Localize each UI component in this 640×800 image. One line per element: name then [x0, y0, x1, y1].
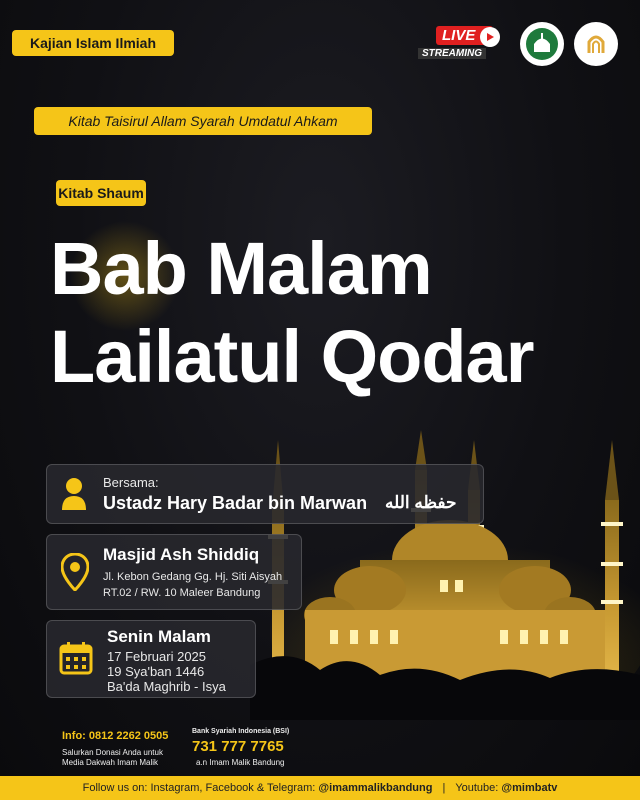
- date-card: [46, 620, 256, 698]
- donation-panel: [54, 724, 308, 772]
- footer-youtube-text: Youtube:: [455, 782, 499, 794]
- speaker-prefix: Bersama:: [103, 475, 159, 490]
- donation-line-1: Salurkan Donasi Anda untuk: [62, 748, 163, 757]
- calendar-icon: [59, 641, 93, 680]
- footer-social-handle[interactable]: @imammalikbandung: [318, 782, 433, 794]
- schedule-date: 17 Februari 2025: [107, 649, 207, 664]
- topic-tag: Kitab Shaum: [56, 180, 146, 206]
- venue-name: Masjid Ash Shiddiq: [103, 545, 260, 564]
- series-tag: Kajian Islam Ilmiah: [12, 30, 174, 56]
- footer-separator: |: [442, 782, 446, 794]
- schedule-time: Ba'da Maghrib - Isya: [107, 679, 226, 694]
- bank-account: 731 777 7765: [192, 738, 284, 755]
- donation-line-2: Media Dakwah Imam Malik: [62, 758, 159, 767]
- footer-follow-text: Follow us on: Instagram, Facebook & Telegram:: [82, 782, 316, 794]
- live-label: LIVE: [436, 26, 493, 45]
- title-line-1: Bab Malam: [50, 227, 432, 310]
- bank-account-name: a.n Imam Malik Bandung: [196, 758, 285, 767]
- kitab-tag: Kitab Taisirul Allam Syarah Umdatul Ahkam: [34, 107, 372, 135]
- info-phone: Info: 0812 2262 0505: [62, 730, 169, 742]
- venue-card: [46, 534, 302, 610]
- footer-youtube-handle[interactable]: @mimbatv: [501, 782, 558, 794]
- person-icon: [61, 477, 87, 516]
- speaker-name: Ustadz Hary Badar bin Marwan: [103, 493, 368, 513]
- location-pin-icon: [61, 553, 89, 596]
- venue-address-2: RT.02 / RW. 10 Maleer Bandung: [103, 587, 261, 599]
- bank-name: Bank Syariah Indonesia (BSI): [192, 728, 290, 735]
- venue-address-1: Jl. Kebon Gedang Gg. Hj. Siti Aisyah: [103, 571, 283, 583]
- play-icon: [480, 27, 500, 47]
- schedule-day: Senin Malam: [107, 627, 211, 646]
- speaker-card: [46, 464, 484, 524]
- footer-bar: [0, 776, 640, 800]
- streaming-label: STREAMING: [418, 48, 486, 59]
- title-line-2: Lailatul Qodar: [50, 315, 534, 398]
- speaker-honorific: حفظه الله: [385, 493, 457, 512]
- imam-malik-logo-icon: [574, 22, 618, 66]
- schedule-hijri: 19 Sya'ban 1446: [107, 664, 205, 679]
- live-streaming-badge: [416, 26, 502, 62]
- mosque-logo-icon: [520, 22, 564, 66]
